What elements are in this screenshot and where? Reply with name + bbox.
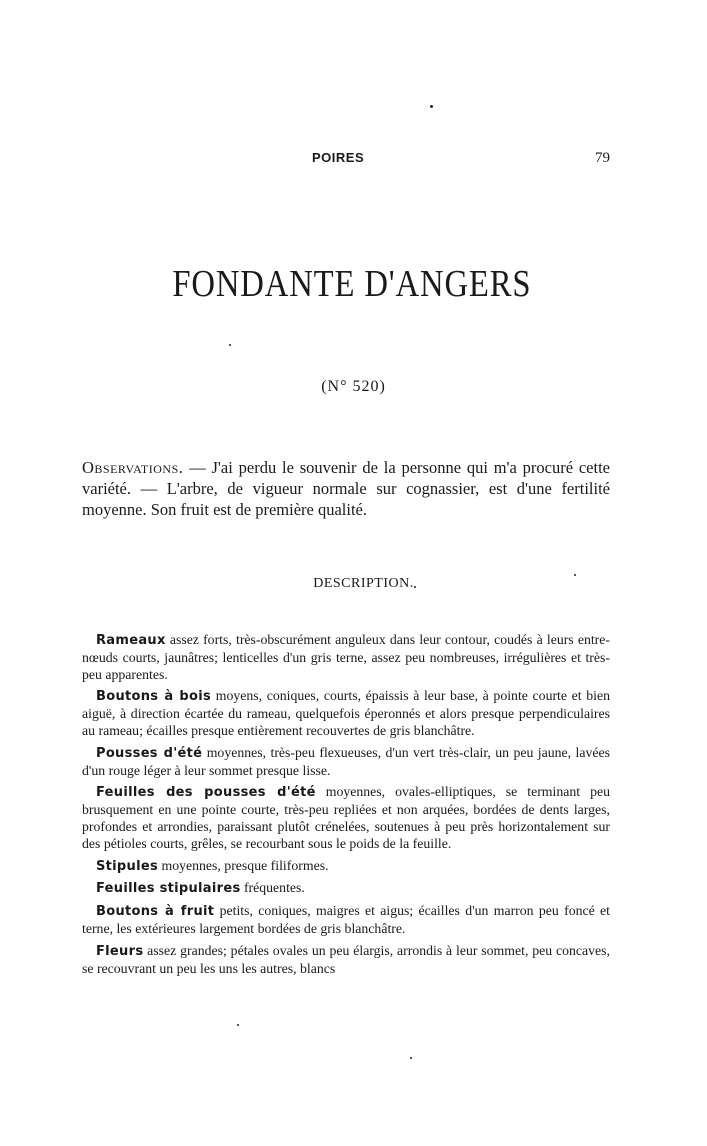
description-entry	[82, 784, 610, 852]
section-title: DESCRIPTION.	[313, 576, 414, 591]
entry-term: Feuilles des pousses d'été	[96, 785, 316, 801]
entry-text: assez grandes; pétales ovales un peu élargis, arrondis à leur sommet, peu concaves, se recouvrant un peu les uns les autres, blancs	[82, 942, 610, 976]
entry-term: Rameaux	[96, 633, 166, 648]
description-entry	[82, 880, 610, 898]
description-section	[82, 632, 610, 982]
entry-text: petits, coniques, maigres et aigus; écailles d'un marron peu foncé et terne, les extérieures largement bordées de gris blanchâtre.	[82, 903, 610, 936]
description-entry	[82, 632, 610, 683]
entry-term: Stipules	[96, 858, 159, 874]
entry-term: Fleurs	[96, 943, 144, 959]
description-entry	[82, 943, 610, 978]
page-number: 79	[595, 150, 610, 166]
entry-text: fréquentes.	[240, 880, 305, 896]
entry-term: Pousses d'été	[96, 745, 203, 761]
running-head	[80, 150, 610, 172]
entry-term: Boutons à fruit	[96, 904, 215, 920]
running-title: POIRES	[312, 150, 365, 165]
variety-number: (N° 520)	[321, 378, 386, 395]
description-entry	[82, 688, 610, 739]
observations-text: — J'ai perdu le souvenir de la personne qui m'a procuré cette variété. — L'arbre, de vigueur normale sur cognassier, est d'une fertilité moyenne. Son fruit est de première qualité.	[82, 458, 610, 519]
entry-text: moyennes, presque filiformes.	[158, 857, 329, 873]
observations-paragraph	[82, 457, 610, 520]
description-entry	[82, 745, 610, 780]
entry-text: moyens, coniques, courts, épaissis à leur base, à pointe courte et bien aiguë, à direction écartée du rameau, quelquefois éperonnés et alors presque perpendiculaires au rameau; écailles presque entièrement recouvertes de gris blanchâtre.	[82, 688, 610, 738]
entry-term: Feuilles stipulaires	[96, 881, 241, 897]
page-title: FONDANTE D'ANGERS	[172, 263, 532, 305]
description-entry	[82, 858, 610, 876]
entry-text: moyennes, ovales-elliptiques, se terminant peu brusquement en une pointe courte, très-peu repliées et non arquées, bordées de dents larges, profondes et arrondies, paraissant plutôt crénelées, soutenues à peu près horizontalement sur des pétioles courts, grêles, se recourbant sous le poids de la feuille.	[82, 784, 610, 851]
entry-term: Boutons à bois	[96, 689, 212, 705]
entry-text: moyennes, très-peu flexueuses, d'un vert très-clair, un peu jaune, lavées d'un rouge léger à leur sommet presque lisse.	[82, 744, 610, 778]
description-entry	[82, 903, 610, 938]
entry-text: assez forts, très-obscurément anguleux dans leur contour, coudés à leurs entre-nœuds courts, jaunâtres; lenticelles d'un gris terne, assez peu nombreuses, irrégulières et très-peu apparentes.	[82, 632, 610, 682]
observations-label: Observations.	[82, 458, 184, 477]
